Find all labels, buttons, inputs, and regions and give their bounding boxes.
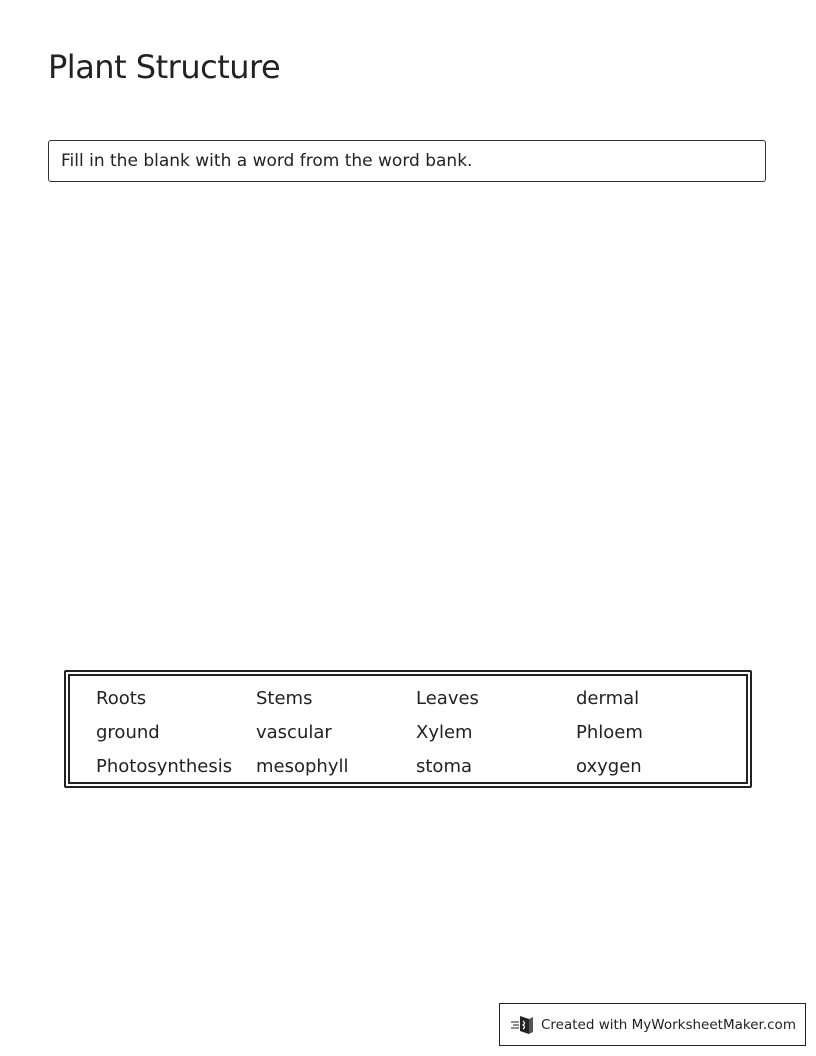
word-bank-grid bbox=[96, 686, 746, 788]
word-bank-word: mesophyll bbox=[256, 756, 349, 777]
word-bank-word: Stems bbox=[256, 688, 313, 709]
instructions-box: Fill in the blank with a word from the word bank. bbox=[48, 140, 766, 182]
word-bank-word: Xylem bbox=[416, 722, 473, 743]
word-bank-inner-border bbox=[68, 674, 748, 784]
word-bank-word: vascular bbox=[256, 722, 332, 743]
word-bank-word: stoma bbox=[416, 756, 473, 777]
footer-credit-text: Created with MyWorksheetMaker.com bbox=[541, 1016, 796, 1033]
word-bank-word: Leaves bbox=[416, 688, 479, 709]
word-bank-word: oxygen bbox=[576, 756, 642, 777]
word-bank bbox=[64, 670, 752, 788]
word-bank-word: Roots bbox=[96, 688, 147, 709]
word-bank-word: dermal bbox=[576, 688, 640, 709]
word-bank-word: ground bbox=[96, 722, 160, 743]
page-title: Plant Structure bbox=[48, 48, 281, 86]
word-bank-word: Photosynthesis bbox=[96, 756, 233, 777]
footer-credit-badge[interactable] bbox=[499, 1003, 806, 1046]
word-bank-word: Phloem bbox=[576, 722, 643, 743]
myworksheetmaker-logo-icon bbox=[510, 1014, 536, 1036]
